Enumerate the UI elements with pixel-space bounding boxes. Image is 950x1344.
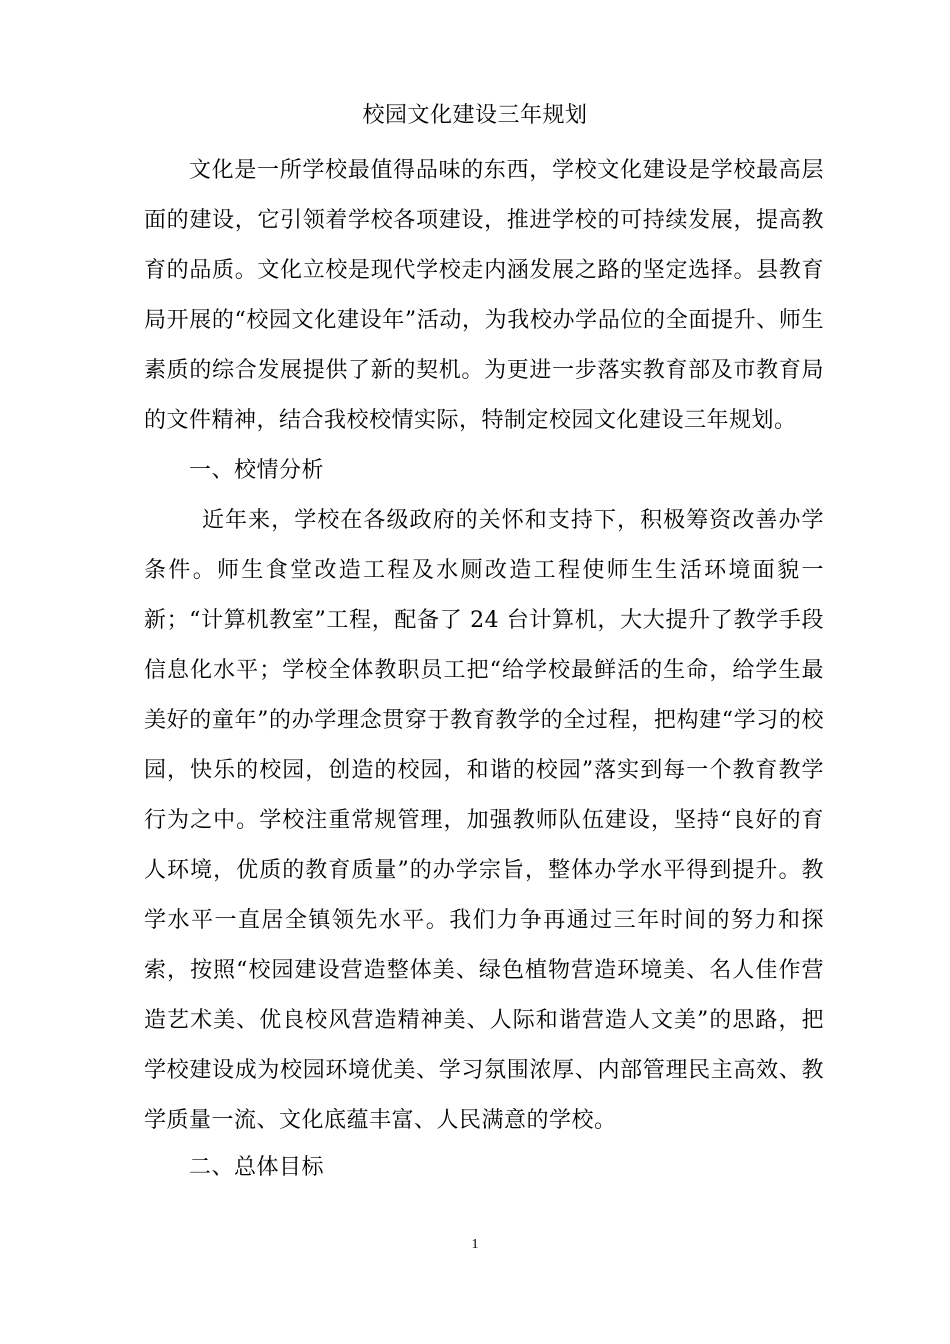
document-title: 校园文化建设三年规划 bbox=[362, 103, 588, 128]
section-heading-analysis: 一、校情分析 bbox=[189, 458, 325, 483]
intro-paragraph: 文化是一所学校最值得品味的东西，学校文化建设是学校最高层面的建设，它引领着学校各项建设，推进学校的可持续发展，提高教育的品质。文化立校是现代学校走内涵发展之路的坚定选择。县教育局开展的“校园文化建设年”活动，为我校办学品位的全面提升、师生素质的综合发展提供了新的契机。为更进一步落实教育部及市教育局的文件精神，结合我校校情实际，特制定校园文化建设三年规划。 bbox=[144, 158, 824, 433]
section-heading-goals: 二、总体目标 bbox=[189, 1155, 325, 1180]
page-number: 1 bbox=[471, 1237, 479, 1252]
analysis-paragraph: 近年来，学校在各级政府的关怀和支持下，积极筹资改善办学条件。师生食堂改造工程及水厕改造工程使师生生活环境面貌一新；“计算机教室”工程，配备了 24 台计算机，大大提升了教学手段信息化水平；学校全体教职员工把“给学校最鲜活的生命，给学生最美好的童年”的办学理念贯穿于教育教学的全过程，把构建“学习的校园，快乐的校园，创造的校园，和谐的校园”落实到每一个教育教学行为之中。学校注重常规管理，加强教师队伍建设，坚持“良好的育人环境，优质的教育质量”的办学宗旨，整体办学水平得到提升。教学水平一直居全镇领先水平。我们力争再通过三年时间的努力和探索，按照“校园建设营造整体美、绿色植物营造环境美、名人佳作营造艺术美、优良校风营造精神美、人际和谐营造人文美”的思路，把学校建设成为校园环境优美、学习氛围浓厚、内部管理民主高效、教学质量一流、文化底蕴丰富、人民满意的学校。 bbox=[144, 508, 824, 1133]
